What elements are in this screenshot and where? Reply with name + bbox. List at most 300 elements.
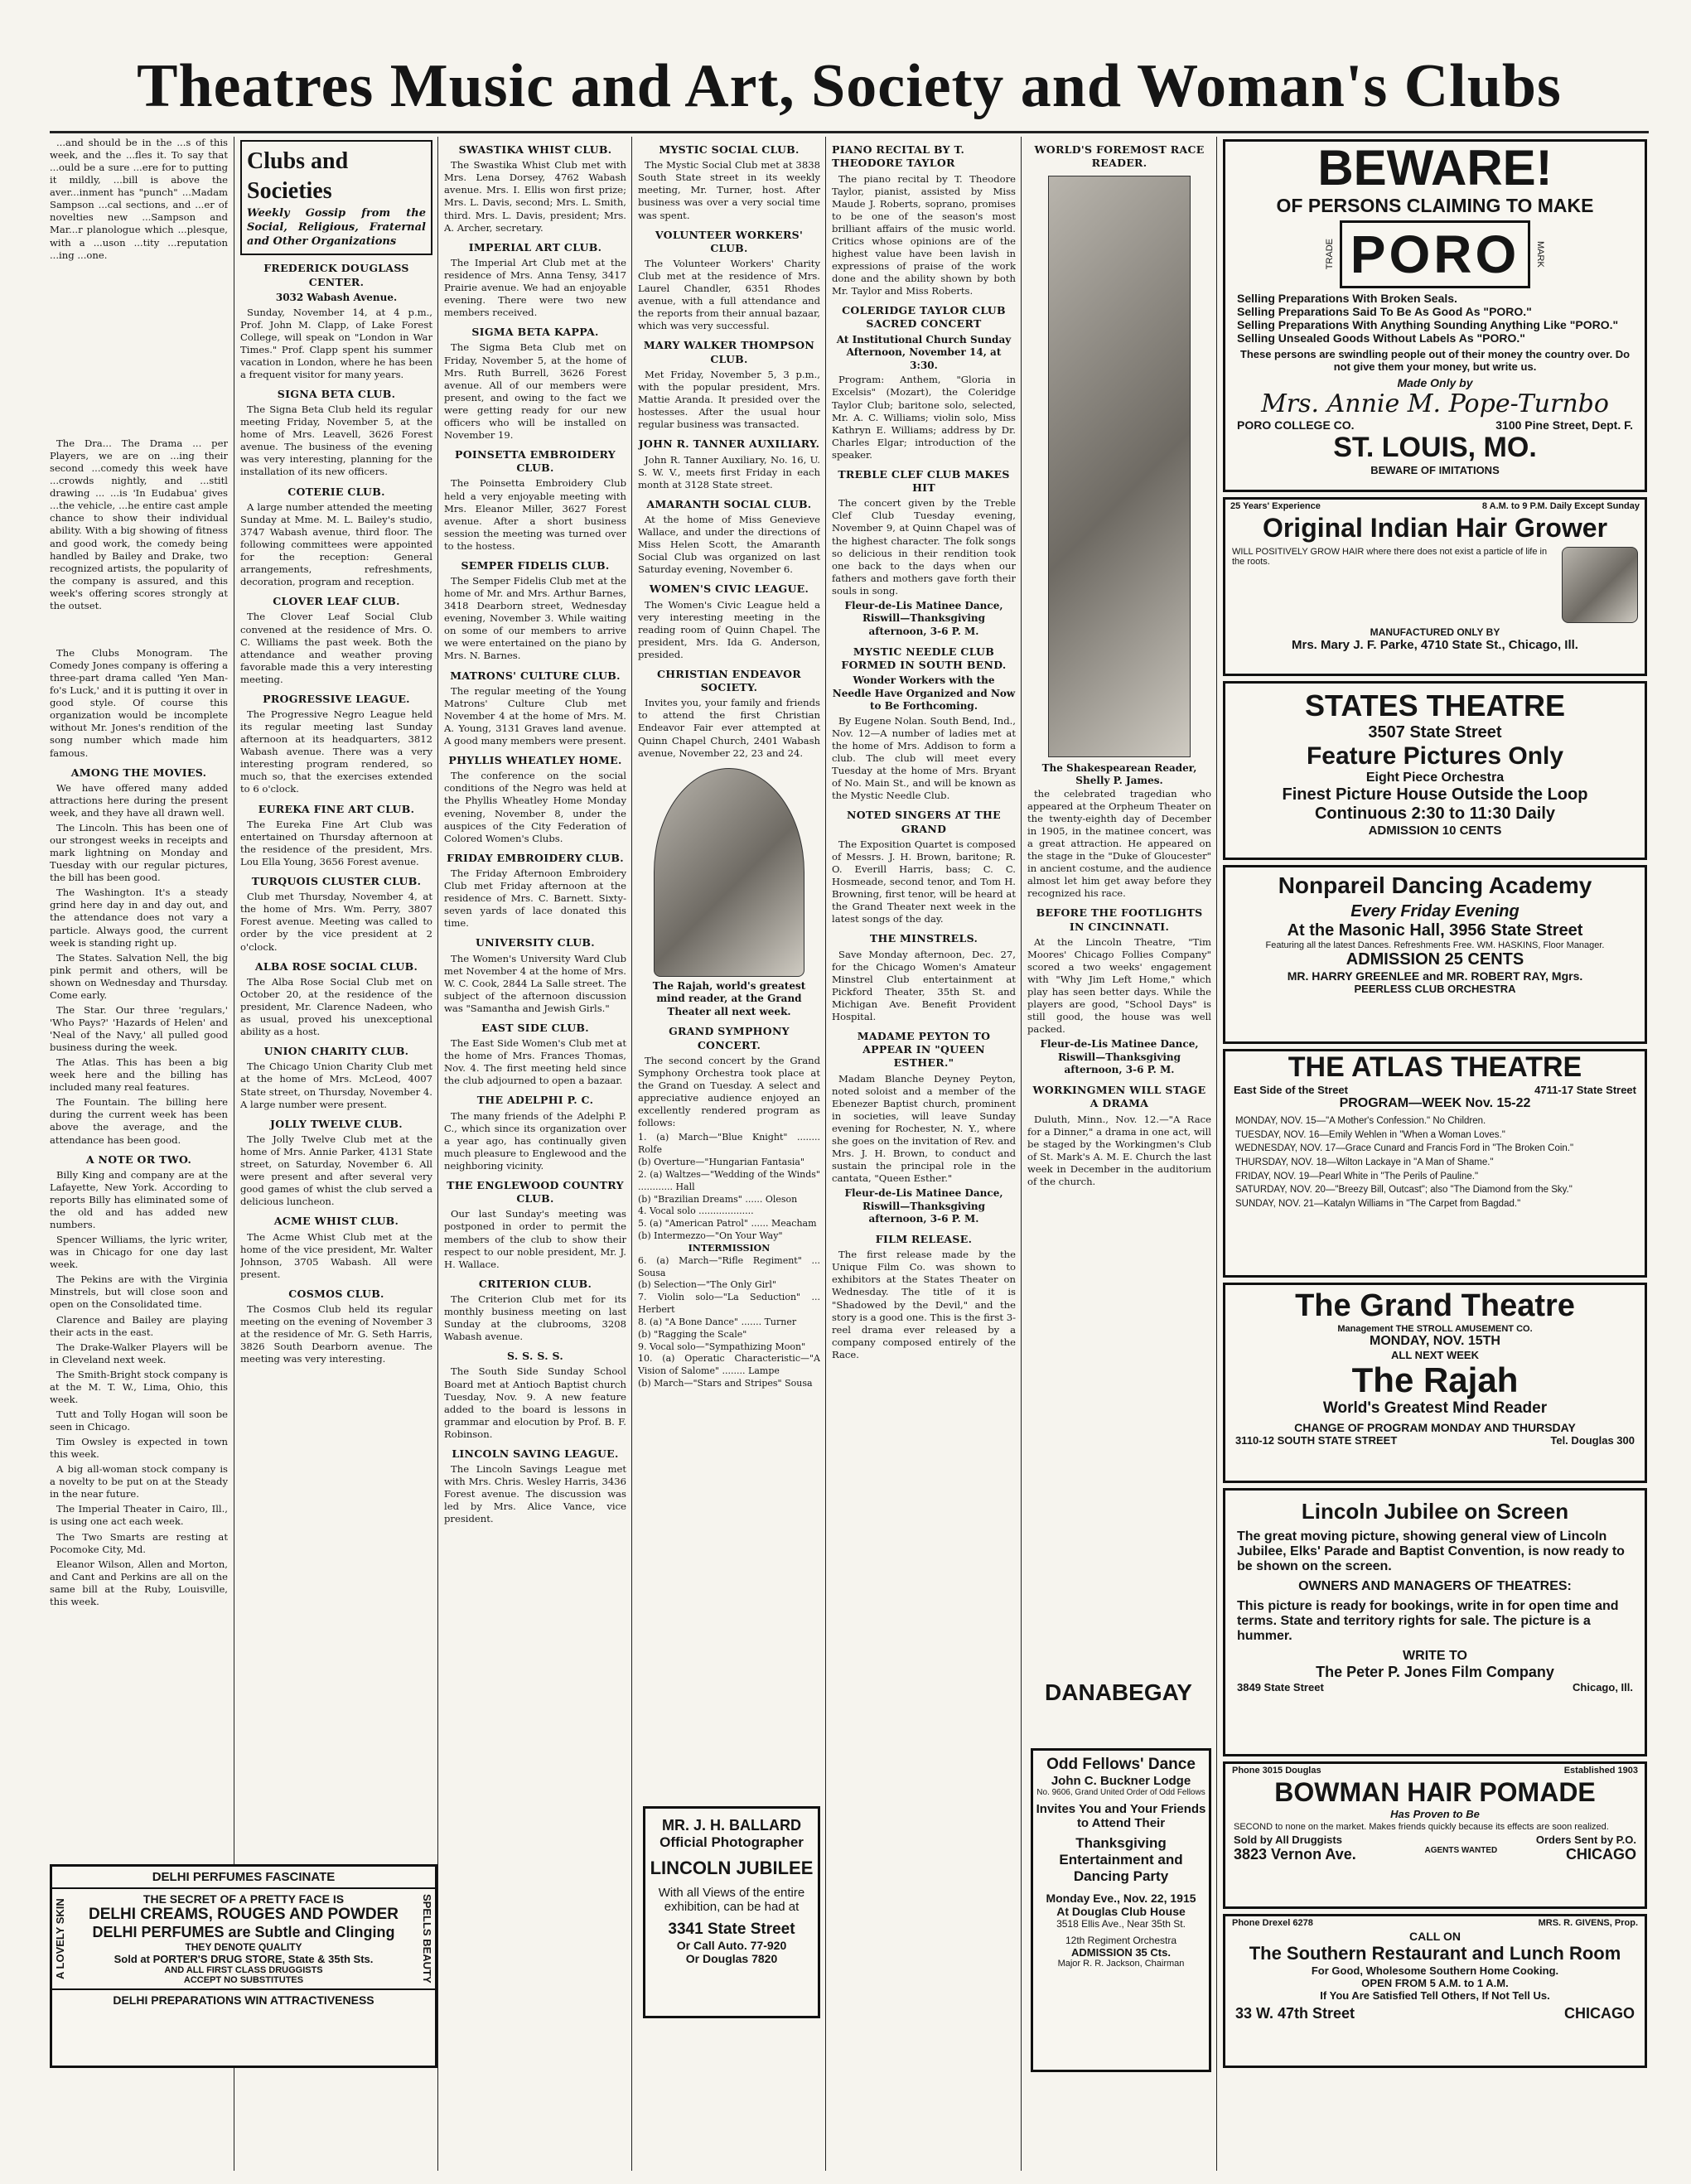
- ad-line: Phone 3015 Douglas: [1232, 1766, 1321, 1776]
- article-paragraph: The piano recital by T. Theodore Taylor, pianist, assisted by Miss Maude J. Roberts, soprano, promises to be one of the season's most brilliant affairs of the music world. Critics whose opinions are of the highest value have been lavish in expressions of praise of the work done and the ability shown by both Mr. Taylor and Miss Roberts.: [832, 172, 1016, 297]
- program-item: 2. (a) Waltzes—"Wedding of the Winds" ............ Hall: [638, 1168, 820, 1192]
- ad-line: OWNERS AND MANAGERS OF THEATRES:: [1298, 1579, 1572, 1593]
- article-paragraph: The Friday Afternoon Embroidery Club met Friday afternoon at the residence of Mrs. C. Barnett. Sixty-seven yards of lace donated this time.: [444, 867, 626, 930]
- ad-line: If You Are Satisfied Tell Others, If Not Tell Us.: [1320, 1989, 1550, 2002]
- article-paragraph: Clarence and Bailey are playing their acts in the east.: [50, 1313, 228, 1338]
- poro-brand: PORO: [1340, 220, 1530, 288]
- article-paragraph: The second concert by the Grand Symphony Orchestra took place at the Grand on Tuesday. A select and appreciative audience enjoyed an excellently rendered program as follows:: [638, 1054, 820, 1129]
- ad-row: [1225, 1434, 1645, 1447]
- article-paragraph: The Alba Rose Social Club met on October 20, at the residence of the president, Mr. Clarence Nadeen, who as usual, proved his unexceptional ability as a host.: [240, 975, 432, 1038]
- section-heading: A NOTE OR TWO.: [85, 1152, 192, 1166]
- poro-logo: [1225, 220, 1645, 288]
- article-paragraph: The States. Salvation Nell, the big pink permit and others, will be shown on Wednesday and Thursday. Come early.: [50, 951, 228, 1001]
- section-heading: POINSETTA EMBROIDERY CLUB.: [455, 447, 616, 475]
- section-heading: AMONG THE MOVIES.: [70, 766, 207, 779]
- section-heading: THE ENGLEWOOD COUNTRY CLUB.: [447, 1178, 624, 1206]
- article-paragraph: The Lincoln Savings League met with Mrs. Chris. Wesley Harris, 3436 Forest avenue. The discussion was led by Mrs. Alice Vance, vice president.: [444, 1463, 626, 1525]
- article-paragraph: The Cosmos Club held its regular meeting on the evening of November 3 at the residence of Mr. G. Seth Harris, 3826 South Dearborn avenue. The meeting was very interesting.: [240, 1303, 432, 1365]
- article-paragraph: The many friends of the Adelphi P. C., which since its organization over a year ago, has continually given much pleasure to Englewood and the neighboring vicinity.: [444, 1109, 626, 1172]
- section-heading: SWASTIKA WHIST CLUB.: [458, 143, 612, 156]
- program-item: THURSDAY, NOV. 18—Wilton Lackaye in "A Man of Shame.": [1235, 1157, 1494, 1168]
- ad-line: Has Proven to Be: [1390, 1808, 1480, 1820]
- article-paragraph: Spencer Williams, the lyric writer, was in Chicago for one day last week.: [50, 1234, 228, 1271]
- section-heading: ACME WHIST CLUB.: [273, 1215, 399, 1228]
- article-paragraph: The Mystic Social Club met at 3838 South State street in its weekly meeting, Mr. Turner, host. After business was over a very social time was spent.: [638, 159, 820, 221]
- article-paragraph: The Eureka Fine Art Club was entertained on Thursday afternoon at the residence of the president, Mrs. Lou Ella Young, 3656 Forest avenue.: [240, 818, 432, 867]
- article-paragraph: The Women's University Ward Club met November 4 at the home of Mrs. W. C. Cook, 2844 La Salle street. The subject of the afternoon discussion was "Samantha and Jewish Girls.": [444, 952, 626, 1014]
- ad-row: [1225, 1764, 1645, 1777]
- program-item: (b) Overture—"Hungarian Fantasia": [638, 1156, 805, 1167]
- ad-line: WRITE TO: [1403, 1649, 1467, 1663]
- program-item: 10. (a) Operatic Characteristic—"A Vision of Salome" ........ Lampe: [638, 1353, 820, 1377]
- article: [638, 498, 820, 577]
- ad-line: Every Friday Evening: [1350, 902, 1519, 920]
- section-heading: THE ADELPHI P. C.: [476, 1094, 594, 1107]
- section-heading: SIGMA BETA KAPPA.: [471, 326, 599, 339]
- column-5: [832, 137, 1016, 2171]
- article: [240, 486, 432, 589]
- ad-line: Feature Pictures Only: [1306, 742, 1564, 770]
- article-paragraph: A big all-woman stock company is a novelty to be put on at the Steady in the near future.: [50, 1463, 228, 1500]
- ad-line: Selling Preparations With Anything Sounding Anything Like "PORO.": [1237, 318, 1619, 331]
- article-paragraph: The Dra... The Drama ... per Players, we are on ...ing their second ...comedy this week have ...crowds nightly, and ...stitl drawing ... ...is 'In Eudabua' gives ...the vehicle, ...he entire cast ample chance to show their individual ability. With a big showing of fitness and good work, the comedy being handled by Bailey and Drake, two recognized artists, the popularity of the company is assured, and this week's offering scores strongly at the outset.: [50, 437, 228, 611]
- ad-line: Selling Preparations With Broken Seals.: [1237, 292, 1457, 305]
- ad-line: Selling Unsealed Goods Without Labels As "PORO.": [1237, 331, 1525, 345]
- section-heading: ALBA ROSE SOCIAL CLUB.: [254, 959, 418, 973]
- grand-theatre-ad: [1223, 1283, 1647, 1483]
- column-divider: [437, 137, 438, 2171]
- article: [638, 229, 820, 333]
- clubs-box: [240, 140, 432, 255]
- section-heading: UNIVERSITY CLUB.: [476, 936, 595, 949]
- column-divider: [1216, 137, 1217, 2171]
- column-1: [50, 137, 228, 1860]
- article-paragraph: the celebrated tragedian who appeared at the Orpheum Theater on the twenty-eighth day of December in 1905, in the matinee concert, was a great attraction. He appeared on the stage in the "Duke of Gloucester" in ancient costume, and the audience almost let him get away before they recognized his race.: [1027, 787, 1211, 900]
- ad-line: Official Photographer: [659, 1834, 804, 1850]
- ad-line: CHANGE OF PROGRAM MONDAY AND THURSDAY: [1294, 1421, 1576, 1434]
- article: [444, 1278, 626, 1344]
- article-paragraph: The Lincoln. This has been one of our strongest weeks in receipts and mark lightning on Monday and Tuesday with our regular pictures, the bill has been good.: [50, 822, 228, 884]
- ad-title: Original Indian Hair Grower: [1262, 513, 1608, 543]
- danabegay-ad: [1031, 1645, 1206, 1740]
- ad-title: BOWMAN HAIR POMADE: [1274, 1777, 1596, 1807]
- program-item: SUNDAY, NOV. 21—Katalyn Williams in "The Carpet from Bagdad.": [1235, 1199, 1521, 1210]
- article-paragraph: The Clubs Monogram. The Comedy Jones company is offering a three-part drama called 'Yen Man-fo's Luck,' and it is putting it over in good style. Of course this organization would be incomplete without Mr. Jones's rendition of the song number which made him famous.: [50, 647, 228, 759]
- ad-line: John C. Buckner Lodge: [1051, 1774, 1191, 1788]
- section-heading: MYSTIC SOCIAL CLUB.: [659, 143, 800, 156]
- ad-line: MONDAY, NOV. 15TH: [1370, 1334, 1500, 1348]
- ad-line: MANUFACTURED ONLY BY: [1370, 626, 1500, 638]
- article-paragraph: The conference on the social conditions of the Negro was held at the Phyllis Wheatley Home Monday evening, November 8, under the auspices of the City Federation of Colored Women's Clubs.: [444, 770, 626, 844]
- ad-line: DELHI PERFUMES FASCINATE: [52, 1867, 435, 1889]
- ad-line: BEWARE OF IMITATIONS: [1370, 464, 1500, 476]
- section-heading: VOLUNTEER WORKERS' CLUB.: [655, 228, 804, 254]
- section-heading: BEFORE THE FOOTLIGHTS IN CINCINNATI.: [1036, 906, 1203, 933]
- ad-row: [1225, 1846, 1645, 1863]
- article-paragraph: Tim Owsley is expected in town this week.: [50, 1436, 228, 1461]
- article-paragraph: The Star. Our three 'regulars,' 'Who Pays?' 'Hazards of Helen' and 'Neal of the Navy,' all pulled good business during the week.: [50, 1003, 228, 1054]
- column-divider: [631, 137, 632, 2171]
- ad-line: With all Views of the entire exhibition, can be had at: [658, 1886, 805, 1914]
- ad-line: MRS. R. GIVENS, Prop.: [1538, 1918, 1638, 1928]
- ad-title: THE ATLAS THEATRE: [1288, 1051, 1582, 1083]
- section-heading: COLERIDGE TAYLOR CLUB SACRED CONCERT: [842, 304, 1006, 331]
- article: [638, 668, 820, 760]
- section-subheading: At Institutional Church Sunday Afternoon, November 14, at 3:30.: [836, 333, 1012, 371]
- section-heading: MADAME PEYTON TO APPEAR IN "QUEEN ESTHER.": [857, 1029, 991, 1070]
- article-paragraph: The first release made by the Unique Film Co. was shown to exhibitors at the States Theater on Wednesday. The title of it is "Shadowed by the Devil," and the story is a good one. This is the first 3-reel drama ever released by a company composed entirely of the Race.: [832, 1249, 1016, 1360]
- ad-line: ADMISSION 35 Cts.: [1071, 1946, 1171, 1959]
- ad-line: Or Call Auto. 77-920: [676, 1939, 787, 1952]
- article-paragraph: The Chicago Union Charity Club met at the home of Mrs. McLeod, 4007 State street, on Thursday, November 4. A large number were present.: [240, 1061, 432, 1110]
- article-paragraph: The Pekins are with the Virginia Minstrels, but will close soon and open on the Consolidated time.: [50, 1273, 228, 1311]
- article-paragraph: ...and should be in the ...s of this week, and the ...fles it. To say that ...ould be a sure ...ere for to putting it mildly, ...bill is above the aver...inment has "punch" ...Madam Sampson ...cal sections, and ...er of novelties new ...Sampson and Mar...r planologue which ...plesque, with a ...uson ...tity ...reputation ...ing ...one.: [50, 137, 228, 261]
- masthead-rule: [50, 131, 1649, 133]
- article: [444, 936, 626, 1015]
- section-heading: MYSTIC NEEDLE CLUB FORMED IN SOUTH BEND.: [841, 645, 1007, 671]
- rajah-photo: [654, 768, 804, 977]
- article: [444, 669, 626, 748]
- ad-line: Finest Picture House Outside the Loop: [1282, 785, 1588, 804]
- ad-line: 3110-12 SOUTH STATE STREET: [1235, 1434, 1398, 1447]
- program-item: (b) "Brazilian Dreams" ...... Oleson: [638, 1193, 798, 1205]
- ad-line: LINCOLN JUBILEE: [650, 1858, 814, 1878]
- ad-row: [1225, 1916, 1645, 1930]
- photo-caption: The Shakespearean Reader, Shelly P. James.: [1041, 761, 1197, 787]
- article-paragraph: Madam Blanche Deyney Peyton, noted soloist and a member of the Ebenezer Baptist church, prominent in societies, will leave Sunday evening for Rochester, N. Y., where she goes on the invitation of Rev. and Mrs. J. H. Brown, to conduct and sustain the principal role in the cantata, "Queen Esther.": [832, 1072, 1016, 1185]
- article-paragraph: At the home of Miss Genevieve Wallace, and under the directions of Miss Helen Scott, the Amaranth Social Club was organized on last Saturday evening, November 6.: [638, 513, 820, 576]
- section-heading: IMPERIAL ART CLUB.: [468, 240, 602, 254]
- article-paragraph: The Two Smarts are resting at Pocomoke City, Md.: [50, 1530, 228, 1555]
- article-paragraph: Invites you, your family and friends to attend the first Christian Endeavor Fair ever attempted at Quinn Chapel Church, 2401 Wabash avenue, November 22, 23 and 24.: [638, 697, 820, 759]
- program-item: MONDAY, NOV. 15—"A Mother's Confession." No Children.: [1235, 1116, 1486, 1126]
- section-heading: FREDERICK DOUGLASS CENTER.: [263, 262, 409, 288]
- ad-line: Thanksgiving Entertainment and Dancing Party: [1059, 1835, 1183, 1884]
- article: [638, 339, 820, 431]
- article-paragraph: Met Friday, November 5, 3 p.m., with the popular president, Mrs. Mattie Aranda. It presided over the hostesses. After the usual hour regular business was transacted.: [638, 368, 820, 431]
- notice: Fleur-de-Lis Matinee Dance, Riswill—Thanksgiving afternoon, 3-6 P. M.: [1040, 1038, 1199, 1076]
- article-paragraph: Tutt and Tolly Hogan will soon be seen in Chicago.: [50, 1408, 228, 1433]
- article-paragraph: By Eugene Nolan. South Bend, Ind., Nov. 12—A number of ladies met at the home of Mrs. Addison to form a club. The club will meet every Tuesday at the home of Mrs. Bryant of No. Main St., and will be known as the Mystic Needle Club.: [832, 714, 1016, 802]
- column-2: [240, 137, 432, 1848]
- ad-line: Mrs. Mary J. F. Parke, 4710 State St., Chicago, Ill.: [1292, 638, 1578, 652]
- ad-line: Sold at PORTER'S DRUG STORE, State & 35th Sts.: [114, 1953, 374, 1965]
- section-heading: FRIDAY EMBROIDERY CLUB.: [447, 851, 624, 864]
- article: [240, 803, 432, 869]
- section-heading: UNION CHARITY CLUB.: [263, 1045, 409, 1058]
- ad-line: Established 1903: [1563, 1766, 1638, 1776]
- mark-label: MARK: [1535, 241, 1546, 268]
- ad-line: WILL POSITIVELY GROW HAIR where there does not exist a particle of life in the roots.: [1232, 547, 1548, 567]
- article: [240, 388, 432, 479]
- article: [444, 754, 626, 845]
- ad-line: CHICAGO: [1566, 1846, 1636, 1863]
- ad-line: ST. LOUIS, MO.: [1333, 432, 1537, 463]
- section-heading: MARY WALKER THOMPSON CLUB.: [643, 339, 815, 365]
- article-paragraph: Eleanor Wilson, Allen and Morton, and Cant and Perkins are all on the same bill at the Ruby, Louisville, this week.: [50, 1558, 228, 1607]
- section-heading: WOMEN'S CIVIC LEAGUE.: [649, 582, 809, 596]
- ad-line: ACCEPT NO SUBSTITUTES: [183, 1975, 304, 1985]
- program-item: INTERMISSION: [688, 1242, 771, 1254]
- section-heading: CLOVER LEAF CLUB.: [273, 595, 400, 608]
- concert-program: [638, 1132, 820, 1390]
- section-heading: COSMOS CLUB.: [288, 1287, 384, 1300]
- ad-list: [1225, 292, 1645, 345]
- column-3: [444, 137, 626, 2171]
- ad-line: Invites You and Your Friends to Attend Their: [1036, 1802, 1206, 1830]
- ad-line: East Side of the Street: [1234, 1084, 1348, 1096]
- article-paragraph: Duluth, Minn., Nov. 12.—"A Race for a Dinner," a drama in one act, will be staged by the Workingmen's Club of St. Mark's A. M. E. Church the last week in December in the auditorium of the church.: [1027, 1113, 1211, 1187]
- section-heading: JOLLY TWELVE CLUB.: [270, 1117, 403, 1130]
- ad-side-text: A LOVELY SKIN: [54, 1898, 66, 1979]
- article: [240, 960, 432, 1039]
- ad-line: DELHI PREPARATIONS WIN ATTRACTIVENESS: [52, 1988, 435, 2010]
- article-paragraph: Sunday, November 14, at 4 p.m., Prof. John M. Clapp, of Lake Forest College, will speak on "London in War Times." Prof. Clapp spent his summer vacation in London, where he has been a frequent visitor for many years.: [240, 306, 432, 380]
- article-paragraph: The Volunteer Workers' Charity Club met at the residence of Mrs. Laurel Chandler, 6351 Rhodes avenue, with a full attendance and the reports from their annual bazaar, which was very successful.: [638, 258, 820, 332]
- reader-photo: [1048, 176, 1191, 757]
- ad-row: [1225, 418, 1645, 432]
- article-paragraph: The Signa Beta Club held its regular meeting Friday, November 5, at the home of Mrs. Leavell, 3626 Forest avenue. The business of the evening was very interesting, planning for the installation of its new officers.: [240, 403, 432, 478]
- section-heading: PHYLLIS WHEATLEY HOME.: [448, 754, 622, 767]
- article-paragraph: The Progressive Negro League held its regular meeting last Sunday afternoon at its headquarters, 3812 Wabash avenue. There was a very interesting program rendered, so much so, that the exercises extended to 6 o'clock.: [240, 708, 432, 795]
- ad-title: STATES THEATRE: [1305, 689, 1565, 722]
- article: [444, 143, 626, 234]
- article-paragraph: The concert given by the Treble Clef Club Tuesday evening, November 9, at Quinn Chapel was of the highest character. The folk songs so delicious in their rendition took one back to the days when our fathers and mothers gave forth their souls in song.: [832, 497, 1016, 597]
- article-paragraph: Club met Thursday, November 4, at the home of Mrs. Wm. Perry, 3807 Forest avenue. Meeting was called to order by the vice president at 2 o'clock.: [240, 891, 432, 953]
- ad-line: These persons are swindling people out of their money the country over. Do not give them your money, but write us.: [1239, 348, 1631, 373]
- photo-caption: The Rajah, world's greatest mind reader, at the Grand Theater all next week.: [652, 979, 806, 1017]
- bowman-pomade-ad: [1223, 1761, 1647, 1909]
- ad-line: For Good, Wholesome Southern Home Cooking.: [1311, 1964, 1559, 1977]
- ad-row: [1225, 1681, 1645, 1694]
- ad-side-text: SPELLS BEAUTY: [421, 1894, 433, 1983]
- ad-line: SECOND to none on the market. Makes friends quickly because its effects are soon realized.: [1234, 1822, 1609, 1832]
- ad-line: 33 W. 47th Street: [1235, 2005, 1355, 2022]
- program-item: 5. (a) "American Patrol" ...... Meacham: [638, 1218, 817, 1230]
- program-item: 9. Vocal solo—"Sympathizing Moon": [638, 1341, 806, 1352]
- ad-line: World's Greatest Mind Reader: [1322, 1399, 1548, 1417]
- article-paragraph: The Exposition Quartet is composed of Messrs. J. H. Brown, baritone; R. O. Everill Harris, bass; C. C. Hosmeade, second tenor, and Tom H. Browning, first tenor, will be heard at the Grand Theater next week in the latest songs of the day.: [832, 838, 1016, 925]
- ad-row: [1225, 2002, 1645, 2026]
- program-item: (b) Selection—"The Only Girl": [638, 1279, 776, 1291]
- section-heading: TREBLE CLEF CLUB MAKES HIT: [838, 467, 1010, 495]
- ad-line: ADMISSION 25 CENTS: [1346, 950, 1524, 969]
- ad-row: [1225, 1834, 1645, 1846]
- section-heading: EAST SIDE CLUB.: [481, 1021, 589, 1034]
- program-item: 6. (a) March—"Rifle Regiment" ... Sousa: [638, 1254, 820, 1278]
- article-paragraph: At the Lincoln Theatre, "Tim Moores' Chicago Follies Company" scored a two weeks' engagement with "Why Jim Left Home," which play has seen better days. While the players are good, "School Days" is still good, the house was well packed.: [1027, 935, 1211, 1036]
- section-heading: EUREKA FINE ART CLUB.: [258, 802, 415, 815]
- ad-line: 3100 Pine Street, Dept. F.: [1495, 418, 1633, 432]
- program-item: 7. Violin solo—"La Seduction" ... Herbert: [638, 1292, 820, 1316]
- article: [240, 875, 432, 954]
- page-title: Theatres Music and Art, Society and Woman's Clubs: [137, 52, 1562, 120]
- ad-line: DELHI CREAMS, ROUGES AND POWDER: [88, 1906, 399, 1923]
- program-item: TUESDAY, NOV. 16—Emily Wehlen in "When a Woman Loves.": [1235, 1129, 1505, 1140]
- article: [240, 693, 432, 796]
- ad-line: AGENTS WANTED: [1424, 1846, 1498, 1855]
- article-paragraph: Billy King and company are at the Lafayette, New York. According to reports Billy has eliminated some of the old and has added new numbers.: [50, 1168, 228, 1231]
- ad-line: Major R. R. Jackson, Chairman: [1057, 1959, 1185, 1969]
- program-item: (b) Intermezzo—"On Your Way": [638, 1230, 783, 1242]
- ad-line: Featuring all the latest Dances. Refreshments Free. WM. HASKINS, Floor Manager.: [1265, 940, 1605, 950]
- article: [638, 437, 820, 490]
- section-heading: AMARANTH SOCIAL CLUB.: [646, 497, 812, 510]
- ballard-ad: [643, 1806, 820, 2018]
- article: [444, 1447, 626, 1526]
- ad-line: The Rajah: [1351, 1360, 1519, 1399]
- section-heading: COTERIE CLUB.: [287, 485, 385, 498]
- program-item: (b) "Ragging the Scale": [638, 1328, 747, 1340]
- section-heading: WORLD'S FOREMOST RACE READER.: [1034, 143, 1205, 170]
- article: [444, 852, 626, 930]
- ad-line: 4711-17 State Street: [1534, 1084, 1636, 1096]
- article-paragraph: Our last Sunday's meeting was postponed in order to permit the members of the club to show their respect to our noble president, Mr. J. H. Wallace.: [444, 1208, 626, 1270]
- article-paragraph: The Sigma Beta Club met on Friday, November 5, at the home of Mrs. Ruth Burrell, 3626 Forest avenue. All of our members were present, and owing to the fact we were getting ready for our new officers who will be installed on November 19.: [444, 341, 626, 441]
- section-heading: CRITERION CLUB.: [478, 1277, 592, 1290]
- ad-row: [52, 1889, 435, 1988]
- ad-title: The Southern Restaurant and Lunch Room: [1249, 1943, 1621, 1964]
- section-heading: FILM RELEASE.: [875, 1233, 973, 1245]
- ad-line: At Douglas Club House: [1056, 1905, 1186, 1918]
- ad-line: Continuous 2:30 to 11:30 Daily: [1314, 805, 1556, 823]
- ad-line: DANABEGAY: [1045, 1679, 1192, 1705]
- section-heading: WORKINGMEN WILL STAGE A DRAMA: [1032, 1084, 1206, 1110]
- ad-row: [1225, 500, 1645, 513]
- program-item: 8. (a) "A Bone Dance" ....... Turner: [638, 1316, 797, 1327]
- article-paragraph: The Poinsetta Embroidery Club held a very enjoyable meeting with Mrs. Eleanor Miller, 3627 Forest avenue. After a short business session the meeting was turned over to the hostess.: [444, 477, 626, 552]
- ad-line: PORO COLLEGE CO.: [1237, 418, 1355, 432]
- ad-line: OPEN FROM 5 A.M. to 1 A.M.: [1361, 1977, 1509, 1989]
- article: [444, 241, 626, 320]
- ad-line: Odd Fellows' Dance: [1046, 1756, 1196, 1773]
- atlas-theatre-ad: [1223, 1049, 1647, 1278]
- ad-line: The great moving picture, showing general view of Lincoln Jubilee, Elks' Parade and Baptist Convention, is now ready to be shown on the screen.: [1237, 1529, 1625, 1573]
- ad-row: [1225, 544, 1645, 626]
- ad-line: DELHI PERFUMES are Subtle and Clinging: [92, 1924, 395, 1940]
- ad-line: AND ALL FIRST CLASS DRUGGISTS: [164, 1965, 323, 1975]
- article-paragraph: The Jolly Twelve Club met at the home of Mrs. Annie Parker, 4131 State street, on Saturday, November 6. All were present and after several very good games of whist the club served a delicious luncheon.: [240, 1133, 432, 1208]
- article-paragraph: The South Side Sunday School Board met at Antioch Baptist church Tuesday, Nov. 9. A new feature added to the board is lessons in grammar and elocution by Prof. B. F. Robinson.: [444, 1365, 626, 1440]
- ad-line: This picture is ready for bookings, write in for open time and terms. State and territory rights for sale. The picture is a hummer.: [1237, 1599, 1619, 1643]
- article: [240, 1215, 432, 1281]
- article-paragraph: The Acme Whist Club met at the home of the vice president, Mr. Walter Johnson, 3705 Wabash. All were present.: [240, 1230, 432, 1280]
- ad-line: Management THE STROLL AMUSEMENT CO.: [1337, 1324, 1533, 1334]
- ad-line: 8 A.M. to 9 P.M. Daily Except Sunday: [1481, 501, 1640, 511]
- column-divider: [1021, 137, 1022, 2171]
- article-paragraph: The Imperial Art Club met at the residence of Mrs. Anna Tensy, 3417 Prairie avenue. We had an enjoyable evening. There were two new members received.: [444, 256, 626, 319]
- ad-line: PEERLESS CLUB ORCHESTRA: [1354, 983, 1516, 995]
- ad-line: THEY DENOTE QUALITY: [185, 1941, 302, 1953]
- ad-title: The Grand Theatre: [1295, 1288, 1575, 1323]
- trade-label: TRADE: [1324, 239, 1335, 270]
- ad-line: Sold by All Druggists: [1234, 1834, 1342, 1846]
- article-paragraph: The Clover Leaf Social Club convened at the residence of Mrs. O. C. Williams the past week. Both the attendance and weather proving favorable made this a very interesting meeting.: [240, 611, 432, 685]
- article-paragraph: The regular meeting of the Young Matrons' Culture Club met November 4 at the home of Mrs. M. A. Young, 3131 Graves land avenue. A good many members were present.: [444, 684, 626, 747]
- article: [240, 1045, 432, 1111]
- ad-title: Lincoln Jubilee on Screen: [1301, 1499, 1569, 1524]
- ad-line: 12th Regiment Orchestra: [1065, 1935, 1177, 1946]
- program-item: (b) March—"Stars and Stripes" Sousa: [638, 1378, 813, 1389]
- section-heading: GRAND SYMPHONY CONCERT.: [669, 1025, 790, 1051]
- ad-line: Eight Piece Orchestra: [1365, 771, 1505, 785]
- article: [444, 1350, 626, 1441]
- article: [638, 582, 820, 661]
- program-item: 1. (a) March—"Blue Knight" ........ Rolfe: [638, 1132, 820, 1156]
- ad-line: 3518 Ellis Ave., Near 35th St.: [1056, 1918, 1186, 1930]
- article: [240, 595, 432, 686]
- southern-restaurant-ad: [1223, 1914, 1647, 2068]
- article-paragraph: The Smith-Bright stock company is at the M. T. W., Lima, Ohio, this week.: [50, 1368, 228, 1405]
- ad-line: MR. J. H. BALLARD: [662, 1817, 801, 1834]
- signature: Mrs. Annie M. Pope-Turnbo: [1261, 389, 1609, 418]
- ad-line: OF PERSONS CLAIMING TO MAKE: [1276, 195, 1594, 216]
- ad-line: Tel. Douglas 300: [1550, 1434, 1635, 1447]
- section-subheading: Wonder Workers with the Needle Have Organized and Now to Be Forthcoming.: [832, 674, 1016, 713]
- indian-portrait: [1562, 547, 1638, 623]
- ad-line: Selling Preparations Said To Be As Good As "PORO.": [1237, 305, 1532, 318]
- section-heading: CHRISTIAN ENDEAVOR SOCIETY.: [657, 667, 801, 694]
- ad-line: 3507 State Street: [1368, 723, 1502, 742]
- ad-line: MR. HARRY GREENLEE and MR. ROBERT RAY, Mgrs.: [1287, 969, 1583, 983]
- article-paragraph: The Atlas. This has been a big week here and the billing has included many real features.: [50, 1056, 228, 1094]
- section-heading: S. S. S. S.: [506, 1350, 564, 1363]
- section-heading: TURQUOIS CLUSTER CLUB.: [251, 875, 422, 888]
- ad-line: Chicago, Ill.: [1573, 1681, 1633, 1694]
- ad-line: 3341 State Street: [668, 1921, 795, 1938]
- nonpareil-ad: [1223, 865, 1647, 1044]
- section-heading: SIGNA BETA CLUB.: [277, 387, 396, 400]
- states-theatre-ad: [1223, 681, 1647, 860]
- article: [240, 1118, 432, 1209]
- article-paragraph: The Fountain. The billing here during the current week has been above the average, and the attendance has been good.: [50, 1096, 228, 1146]
- article-paragraph: The Swastika Whist Club met with Mrs. Lena Dorsey, 4762 Wabash avenue. Mrs. I. Ellis won first prize; Mrs. L. Davis, second; Mrs. L. Smith, third. Mrs. L. Davis, president; Mrs. A. Archer, secretary.: [444, 159, 626, 234]
- program-item: FRIDAY, NOV. 19—Pearl White in "The Perils of Pauline.": [1235, 1171, 1479, 1181]
- article-paragraph: We have offered many added attractions here during the present week, and they have all drawn well.: [50, 781, 228, 819]
- article-paragraph: The Drake-Walker Players will be in Cleveland next week.: [50, 1341, 228, 1365]
- article-paragraph: A large number attended the meeting Sunday at Mme. M. L. Bailey's studio, 3747 Wabash avenue, third floor. The following committees were appointed for the reception: General arrangements, refreshments, decoration, program and reception.: [240, 500, 432, 588]
- article: [240, 262, 432, 380]
- ad-line: The Peter P. Jones Film Company: [1316, 1664, 1554, 1680]
- article-paragraph: The Semper Fidelis Club met at the home of Mr. and Mrs. Arthur Barnes, 3418 Dearborn street, Wednesday evening, November 3. While waiting on some of our members to arrive we were entertained on the piano by Mrs. N. Barnes.: [444, 575, 626, 662]
- article: [444, 1094, 626, 1172]
- article-paragraph: The East Side Women's Club met at the home of Mrs. Frances Thomas, Nov. 4. The first meeting held since the club adjourned to open a bazaar.: [444, 1037, 626, 1087]
- lincoln-jubilee-ad: [1223, 1488, 1647, 1756]
- notice: Fleur-de-Lis Matinee Dance, Riswill—Thanksgiving afternoon, 3-6 P. M.: [844, 1187, 1003, 1225]
- ad-line: ALL NEXT WEEK: [1391, 1349, 1479, 1361]
- ad-line: No. 9606, Grand United Order of Odd Fellows: [1036, 1788, 1205, 1797]
- ad-line: CALL ON: [1409, 1930, 1461, 1943]
- ad-line: Orders Sent by P.O.: [1535, 1834, 1636, 1846]
- section-heading: THE MINSTRELS.: [869, 932, 978, 945]
- article: [638, 143, 820, 222]
- ad-title: BEWARE!: [1317, 140, 1553, 196]
- article-paragraph: Save Monday afternoon, Dec. 27, for the Chicago Women's Amateur Minstrel Club entertainment at Pickford Theater, 35th St. and Michigan Ave. Benefit Provident Hospital.: [832, 948, 1016, 1022]
- section-heading: NOTED SINGERS AT THE GRAND: [847, 809, 1001, 835]
- indian-hair-ad: [1223, 497, 1647, 676]
- ad-body: [79, 1889, 408, 1988]
- ad-line: 3849 State Street: [1237, 1681, 1324, 1694]
- atlas-program: [1225, 1111, 1645, 1215]
- section-subheading: 3032 Wabash Avenue.: [275, 291, 398, 303]
- poro-ad: [1223, 139, 1647, 492]
- ad-line: At the Masonic Hall, 3956 State Street: [1287, 921, 1583, 940]
- program-item: 4. Vocal solo ...................: [638, 1206, 754, 1217]
- program-item: WEDNESDAY, NOV. 17—Grace Cunard and Francis Ford in "The Broken Coin.": [1235, 1143, 1574, 1154]
- ad-line: CHICAGO: [1564, 2005, 1635, 2022]
- clubs-subtitle: Weekly Gossip from the Social, Religious, Fraternal and Other Organizations: [247, 206, 426, 248]
- ad-line: Phone Drexel 6278: [1232, 1918, 1313, 1928]
